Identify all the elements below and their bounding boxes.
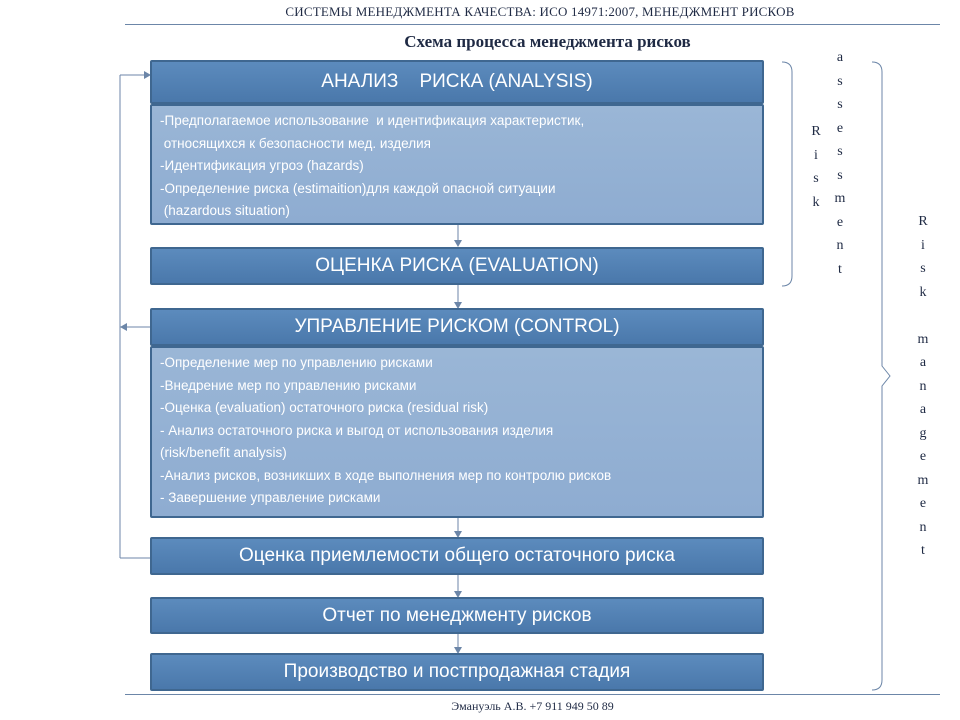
footer-rule xyxy=(125,694,940,695)
analysis-item: -Идентификация угроэ (hazards) xyxy=(160,158,364,173)
control-item: - Анализ остаточного риска и выгод от использования изделия xyxy=(160,422,554,438)
control-item: - Завершение управление рисками xyxy=(160,490,381,505)
production-box xyxy=(150,653,764,691)
risk-management-vertical-label: R i s k m a n a g e m e n t xyxy=(917,214,929,558)
control-header-box xyxy=(150,308,764,346)
control-item: (risk/benefit analysis) xyxy=(160,445,287,460)
analysis-header-box xyxy=(150,60,764,104)
analysis-title: АНАЛИЗ РИСКА (ANALYSIS) xyxy=(321,71,593,92)
header-title: СИСТЕМЫ МЕНЕДЖМЕНТА КАЧЕСТВА: ИСО 14971:2007, МЕНЕДЖМЕНТ РИСКОВ xyxy=(285,4,795,19)
analysis-details-box xyxy=(150,104,764,225)
report-title: Отчет по менеджменту рисков xyxy=(322,604,592,626)
diagram-subtitle: Схема процесса менеджмента рисков xyxy=(404,32,691,51)
footer-contact: Эмануэль А.В. +7 911 949 50 89 xyxy=(451,699,614,713)
control-item: -Оценка (evaluation) остаточного риска (residual risk) xyxy=(160,400,489,415)
evaluation-box xyxy=(150,247,764,285)
assessment-vertical-label: a s s e s s m e n t xyxy=(834,50,846,277)
risk-vertical-label: R i s k xyxy=(811,124,821,210)
evaluation-title: ОЦЕНКА РИСКА (EVALUATION) xyxy=(315,255,599,276)
analysis-item: -Предполагаемое использование и идентификация характеристик, xyxy=(160,113,585,128)
control-details-box xyxy=(150,346,764,518)
production-title: Производство и постпродажная стадия xyxy=(283,661,631,682)
analysis-item: (hazardous situation) xyxy=(160,203,290,218)
control-item: -Определение мер по управлению рисками xyxy=(160,355,433,370)
control-item: -Анализ рисков, возникших в ходе выполнения мер по контролю рисков xyxy=(160,467,612,483)
analysis-item: относящихся к безопасности мед. изделия xyxy=(160,135,431,151)
acceptability-title: Оценка приемлемости общего остаточного риска xyxy=(239,545,675,566)
control-title: УПРАВЛЕНИЕ РИСКОМ (CONTROL) xyxy=(294,316,620,337)
control-item: -Внедрение мер по управлению рисками xyxy=(160,377,417,393)
acceptability-box xyxy=(150,537,764,575)
report-box xyxy=(150,597,764,634)
analysis-item: -Определение риска (estimaition)для каждой опасной ситуации xyxy=(160,180,556,196)
